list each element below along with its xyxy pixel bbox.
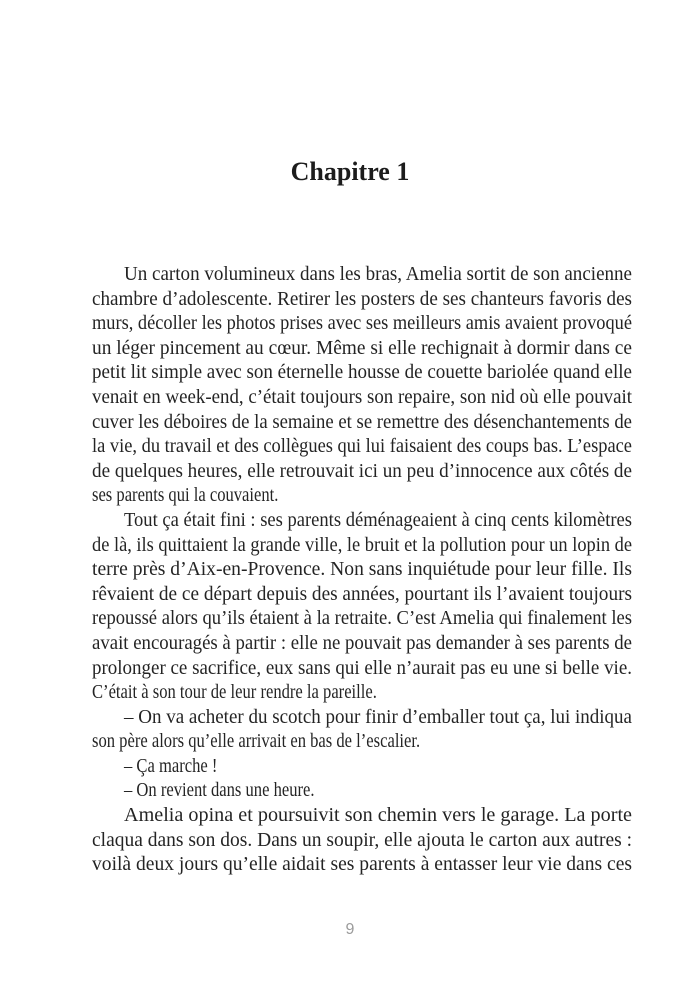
body-text — [92, 263, 632, 878]
page-number: 9 — [345, 920, 355, 938]
text-line: terre près d’Aix-en-Provence. Non sans inquiétude pour leur fille. Ils — [92, 559, 632, 581]
text-line: prolonger ce sacrifice, eux sans qui elle n’aurait pas eu une si belle vie. — [92, 657, 632, 679]
text-line: avait encouragés à partir : elle ne pouvait pas demander à ses parents de — [92, 632, 632, 654]
text-line: C’était à son tour de leur rendre la pareille. — [92, 682, 377, 704]
text-line: voilà deux jours qu’elle aidait ses parents à entasser leur vie dans ces — [92, 854, 632, 876]
text-line: venait en week-end, c’était toujours son repaire, son nid où elle pouvait — [92, 386, 632, 408]
text-line: – On va acheter du scotch pour finir d’emballer tout ça, lui indiqua — [124, 706, 632, 728]
text-line: son père alors qu’elle arrivait en bas de l’escalier. — [92, 731, 421, 753]
text-line: Amelia opina et poursuivit son chemin vers le garage. La porte — [124, 805, 632, 827]
text-line: – Ça marche ! — [124, 755, 218, 777]
text-line: la vie, du travail et des collègues qui lui faisaient des coups bas. L’espace — [92, 436, 632, 458]
text-line: – On revient dans une heure. — [124, 780, 315, 802]
text-line: Tout ça était fini : ses parents déménageaient à cinq cents kilomètres — [124, 509, 632, 531]
text-line: de là, ils quittaient la grande ville, le bruit et la pollution pour un lopin de — [92, 534, 632, 556]
text-line: rêvaient de ce départ depuis des années, pourtant ils l’avaient toujours — [92, 583, 632, 605]
chapter-title: Chapitre 1 — [290, 157, 410, 186]
text-line: petit lit simple avec son éternelle housse de couette bariolée quand elle — [92, 362, 632, 384]
text-line: chambre d’adolescente. Retirer les posters de ses chanteurs favoris des — [92, 288, 632, 310]
text-line: ses parents qui la couvaient. — [92, 485, 279, 507]
text-line: claqua dans son dos. Dans un soupir, elle ajouta le carton aux autres : — [92, 829, 632, 851]
text-line: Un carton volumineux dans les bras, Amelia sortit de son ancienne — [124, 264, 632, 285]
text-line: cuver les déboires de la semaine et se remettre des désenchantements de — [92, 411, 632, 433]
text-line: murs, décoller les photos prises avec ses meilleurs amis avaient provoqué — [92, 313, 632, 335]
text-line: un léger pincement au cœur. Même si elle rechignait à dormir dans ce — [92, 337, 632, 359]
text-line: repoussé alors qu’ils étaient à la retraite. C’est Amelia qui finalement les — [92, 608, 632, 630]
text-line: de quelques heures, elle retrouvait ici un peu d’innocence aux côtés de — [92, 460, 632, 482]
